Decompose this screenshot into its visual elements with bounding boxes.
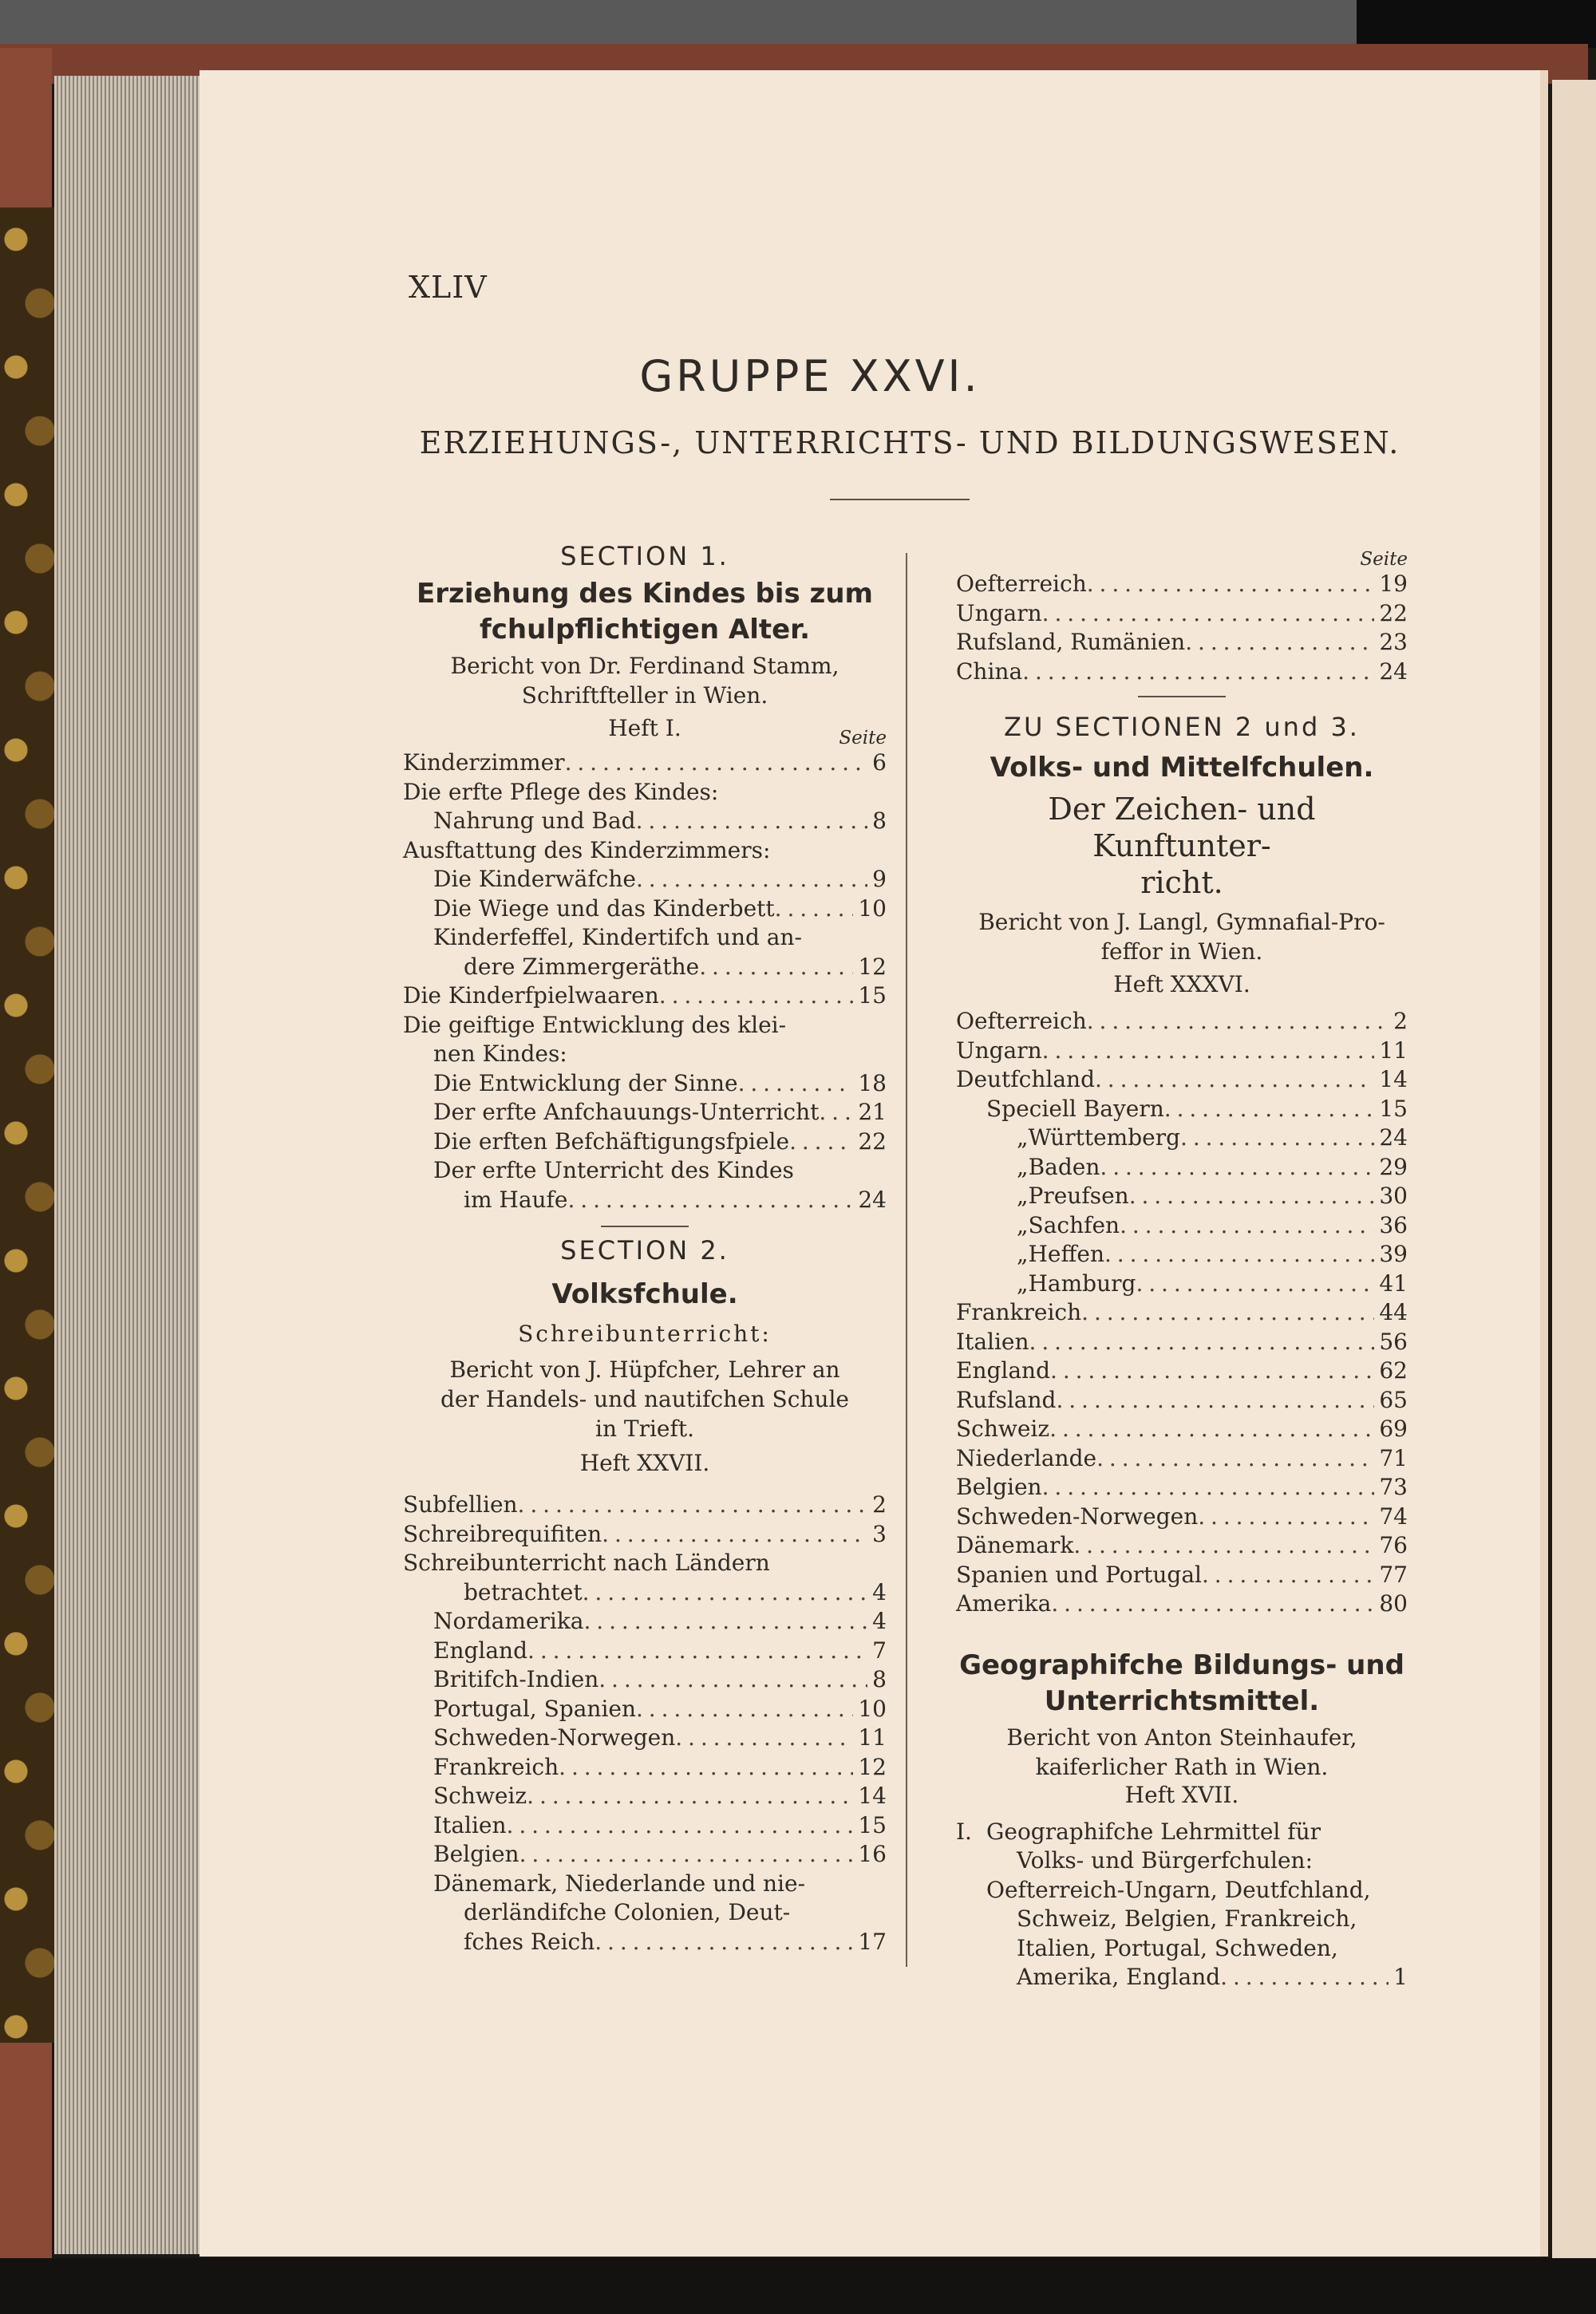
geo-item-line: Italien, Portugal, Schweden,: [1017, 1934, 1338, 1961]
entry-page: 6: [872, 749, 887, 776]
leader-dots: [1202, 1561, 1374, 1590]
left-column: [403, 541, 887, 1957]
leader-dots: [675, 1724, 853, 1753]
leader-dots: [1095, 1065, 1374, 1095]
entry-page: 22: [1379, 599, 1408, 626]
toc-list-0: [956, 570, 1408, 686]
geo-item-marker: I.: [956, 1818, 972, 1845]
toc-entry: [956, 628, 1408, 657]
toc-entry: [956, 1589, 1408, 1619]
entry-page: 74: [1379, 1503, 1408, 1530]
entry-page: 2: [1393, 1008, 1408, 1034]
leader-dots: [1096, 1444, 1374, 1474]
report1-line1: Bericht von Dr. Ferdinand Stamm,: [450, 653, 839, 679]
entry-text: Oefterreich: [956, 571, 1087, 597]
toc-entry: [956, 1182, 1408, 1211]
drawing-title-line1: Der Zeichen- und Kunftunter-: [1048, 792, 1316, 863]
toc-entry: [403, 1870, 887, 1899]
entry-page: 1: [1393, 1964, 1408, 1990]
toc-entry: [956, 599, 1408, 629]
toc-entry: [403, 894, 887, 924]
entry-text: Dänemark, Niederlande und nie-: [433, 1870, 806, 1897]
leader-dots: [636, 1695, 853, 1724]
leader-dots: [598, 1665, 867, 1695]
leader-dots: [1081, 1298, 1374, 1328]
entry-text: Der erfte Anfchauungs-Unterricht: [433, 1099, 820, 1125]
entry-text: Belgien: [433, 1841, 519, 1867]
section2-heading: SECTION 2.: [560, 1235, 729, 1266]
entry-page: 7: [872, 1637, 887, 1664]
toc-entry: [956, 1123, 1408, 1153]
leader-dots: [1049, 1415, 1374, 1444]
entry-text: Amerika, England: [1017, 1964, 1221, 1990]
entry-page: 76: [1379, 1532, 1408, 1558]
toc-entry: [403, 1637, 887, 1666]
toc-entry: [956, 1415, 1408, 1444]
toc-entry: [956, 570, 1408, 599]
entry-text: Italien: [433, 1811, 507, 1838]
entry-text: Schreibrequifiten: [403, 1520, 602, 1547]
zu-sections-heading: ZU SECTIONEN 2 und 3.: [1004, 712, 1360, 742]
toc-entry: [403, 1782, 887, 1811]
entry-text: England: [433, 1637, 528, 1664]
entry-text: China: [956, 657, 1023, 685]
toc-entry: [956, 1095, 1408, 1124]
entry-page: 2: [872, 1491, 887, 1518]
entry-page: 24: [858, 1186, 887, 1213]
entry-text: Schweiz: [433, 1783, 527, 1809]
scan-background-top-right: [1357, 0, 1596, 48]
leader-dots: [559, 1753, 853, 1783]
toc-entry: [403, 1127, 887, 1157]
geo-item-last: [956, 1963, 1408, 1992]
leader-dots: [602, 1520, 867, 1550]
toc-entry: [956, 1444, 1408, 1474]
ditto-mark: „: [1017, 1241, 1029, 1267]
entry-text: Die Kinderfpielwaaren: [403, 982, 659, 1009]
leader-dots: [567, 1186, 853, 1215]
entry-page: 12: [858, 1753, 887, 1780]
toc-entry: [403, 1607, 887, 1637]
entry-text: Der erfte Unterricht des Kindes: [433, 1157, 794, 1183]
toc-entry: [956, 1270, 1408, 1299]
heft1: Heft I.: [608, 715, 681, 741]
entry-page: 8: [872, 1666, 887, 1692]
entry-text: Kinderfeffel, Kindertifch und an-: [433, 924, 802, 950]
leader-dots: [699, 953, 853, 982]
heft1-row: [403, 710, 887, 748]
leader-dots: [775, 894, 854, 924]
report3-line1: Bericht von J. Langl, Gymnafial-Pro-: [978, 909, 1385, 935]
entry-page: 22: [858, 1127, 887, 1155]
leader-dots: [1220, 1963, 1389, 1992]
leader-dots: [518, 1491, 868, 1520]
report4-line2: kaiferlicher Rath in Wien.: [1035, 1753, 1329, 1780]
entry-page: 15: [1379, 1095, 1408, 1122]
leader-dots: [1164, 1095, 1375, 1124]
entry-page: 9: [872, 866, 887, 892]
toc-entry: [956, 1037, 1408, 1066]
leader-dots: [507, 1811, 854, 1841]
entry-text: Die erfte Pflege des Kindes:: [403, 778, 719, 805]
toc-entry: [403, 807, 887, 836]
entry-text: Baden: [1028, 1153, 1100, 1180]
entry-page: 12: [858, 953, 887, 980]
leader-dots: [1073, 1531, 1374, 1561]
marbled-endpaper: [0, 207, 56, 2043]
entry-text: Schweden-Norwegen: [956, 1503, 1199, 1530]
toc-entry: [956, 1473, 1408, 1503]
seite-label-left: Seite: [839, 728, 887, 748]
entry-text: Die erften Befchäftigungsfpiele: [433, 1127, 790, 1155]
title-rule: [830, 499, 970, 500]
leader-dots: [1051, 1589, 1374, 1619]
entry-text: Britifch-Indien: [433, 1666, 599, 1692]
leader-dots: [527, 1782, 853, 1811]
entry-page: 4: [872, 1578, 887, 1605]
page-number: XLIV: [409, 270, 488, 305]
entry-text: Württemberg: [1028, 1124, 1181, 1151]
entry-text: Schreibunterricht nach Ländern: [403, 1550, 770, 1576]
entry-text: Rufsland, Rumänien: [956, 629, 1186, 655]
entry-page: 56: [1379, 1328, 1408, 1355]
toc-entry: [403, 923, 887, 953]
entry-text: Dänemark: [956, 1532, 1074, 1558]
section1-heading: SECTION 1.: [560, 541, 729, 571]
right-column: [956, 549, 1408, 1992]
entry-page: 8: [872, 808, 887, 834]
entry-page: 16: [858, 1841, 887, 1867]
entry-page: 15: [858, 982, 887, 1009]
seite-label-right: Seite: [1360, 549, 1408, 570]
toc-entry: [956, 1298, 1408, 1328]
entry-text: Spanien und Portugal: [956, 1561, 1202, 1588]
ditto-mark: „: [1017, 1270, 1029, 1297]
toc-entry: [403, 981, 887, 1011]
toc-entry: [403, 1520, 887, 1550]
entry-page: 39: [1379, 1241, 1408, 1267]
entry-text: nen Kindes:: [433, 1041, 567, 1067]
toc-entry: [403, 778, 887, 808]
section2-sub: Schreibunterricht:: [518, 1321, 772, 1347]
toc-entry: [403, 748, 887, 778]
entry-page: 69: [1379, 1416, 1408, 1442]
heft3: Heft XXXVI.: [1113, 971, 1250, 997]
entry-page: 77: [1379, 1561, 1408, 1588]
toc-entry: [956, 1065, 1408, 1095]
toc-entry: [403, 1753, 887, 1783]
separator-rule-left: [601, 1226, 689, 1227]
leader-dots: [1180, 1123, 1374, 1153]
toc-entry: [403, 1811, 887, 1841]
report4-line1: Bericht von Anton Steinhaufer,: [1006, 1724, 1357, 1751]
heft2: Heft XXVII.: [579, 1450, 710, 1476]
leader-dots: [1185, 628, 1374, 657]
entry-text: Italien: [956, 1328, 1029, 1355]
entry-page: 44: [1379, 1299, 1408, 1325]
entry-text: Frankreich: [433, 1753, 559, 1780]
section2-title: Volksfchule.: [551, 1278, 738, 1310]
report2-line1: Bericht von J. Hüpfcher, Lehrer an: [449, 1356, 840, 1383]
geo-item-line: Geographifche Lehrmittel für: [986, 1818, 1321, 1845]
toc-entry: [956, 1356, 1408, 1386]
entry-text: Die Wiege und das Kinderbett: [433, 894, 775, 922]
toc-entry: [956, 1386, 1408, 1416]
entry-page: 11: [1379, 1037, 1408, 1064]
entry-page: 11: [858, 1724, 887, 1751]
entry-page: 30: [1379, 1183, 1408, 1209]
toc-entry: [956, 1328, 1408, 1357]
entry-text: Hamburg: [1028, 1270, 1136, 1297]
entry-text: Preufsen: [1028, 1183, 1129, 1209]
zu-sections-title: Volks- und Mittelfchulen.: [990, 752, 1374, 784]
toc-entry: [403, 1491, 887, 1520]
scan-background-bottom: [0, 2258, 1596, 2314]
entry-text: Rufsland: [956, 1386, 1057, 1413]
toc-entry: [403, 1898, 887, 1928]
geo-item-line: Oefterreich-Ungarn, Deutfchland,: [986, 1876, 1371, 1903]
group-subtitle: ERZIEHUNGS-, UNTERRICHTS- UND BILDUNGSWESEN.: [419, 425, 1400, 460]
toc-entry: [956, 1211, 1408, 1241]
entry-text: im Haufe: [464, 1186, 568, 1213]
leader-dots: [1022, 657, 1374, 687]
entry-page: 17: [858, 1928, 887, 1955]
entry-page: 10: [858, 1695, 887, 1722]
entry-page: 24: [1379, 657, 1408, 685]
report2-line2: der Handels- und nautifchen Schule: [440, 1386, 849, 1412]
entry-text: Kinderzimmer: [403, 749, 565, 776]
entry-text: dere Zimmergeräthe: [464, 953, 700, 980]
toc-entry: [403, 865, 887, 894]
leader-dots: [1136, 1270, 1374, 1299]
leader-dots: [565, 748, 868, 778]
leader-dots: [1120, 1211, 1374, 1241]
entry-text: Deutfchland: [956, 1066, 1095, 1092]
leader-dots: [583, 1578, 868, 1608]
geo-item-line: Volks- und Bürgerfchulen:: [1017, 1847, 1314, 1874]
leader-dots: [819, 1098, 853, 1127]
entry-page: 62: [1379, 1357, 1408, 1384]
toc-entry: [403, 953, 887, 982]
leader-dots: [789, 1127, 853, 1157]
toc-entry: [403, 1011, 887, 1041]
toc-entry: [403, 1695, 887, 1724]
ditto-mark: „: [1017, 1211, 1029, 1238]
section1-title-line1: Erziehung des Kindes bis zum: [417, 578, 873, 610]
separator-rule-right: [1138, 696, 1226, 697]
toc-list-1: [403, 748, 887, 1214]
section1-title-line2: fchulpflichtigen Alter.: [479, 614, 811, 646]
toc-entry: [403, 1069, 887, 1099]
toc-entry: [403, 1186, 887, 1215]
toc-entry: [956, 1007, 1408, 1037]
entry-page: 73: [1379, 1474, 1408, 1500]
toc-entry: [956, 657, 1408, 687]
entry-page: 4: [872, 1608, 887, 1634]
drawing-title-line2: richt.: [1140, 865, 1223, 900]
toc-entry: [403, 1928, 887, 1957]
leader-dots: [1104, 1240, 1374, 1270]
entry-text: Ausftattung des Kinderzimmers:: [403, 836, 771, 863]
entry-page: 80: [1379, 1590, 1408, 1617]
column-divider: [906, 553, 907, 1967]
toc-entry: [956, 1153, 1408, 1183]
leader-dots: [1100, 1153, 1374, 1183]
toc-entry: [403, 1578, 887, 1608]
toc-entry: [403, 1724, 887, 1753]
entry-page: 29: [1379, 1153, 1408, 1180]
toc-entry: [403, 836, 887, 866]
ditto-mark: „: [1017, 1153, 1029, 1180]
entry-page: 14: [1379, 1066, 1408, 1092]
entry-page: 36: [1379, 1211, 1408, 1238]
entry-text: Ungarn: [956, 599, 1042, 626]
toc-entry: [956, 1531, 1408, 1561]
leader-dots: [1042, 1473, 1375, 1503]
entry-text: Amerika: [956, 1590, 1052, 1617]
report1-line2: Schriftfteller in Wien.: [521, 682, 768, 709]
leader-dots: [636, 865, 867, 894]
entry-text: Portugal, Spanien: [433, 1695, 636, 1722]
group-title: GRUPPE XXVI.: [639, 351, 981, 401]
leader-dots: [583, 1607, 867, 1637]
leader-dots: [1056, 1386, 1374, 1416]
entry-page: 15: [858, 1811, 887, 1838]
report3-line2: feffor in Wien.: [1100, 938, 1263, 965]
entry-page: 18: [858, 1069, 887, 1096]
toc-entry: [403, 1156, 887, 1186]
entry-page: 23: [1379, 629, 1408, 655]
leader-dots: [1029, 1328, 1375, 1357]
ditto-mark: „: [1017, 1124, 1029, 1151]
leader-dots: [1042, 599, 1375, 629]
leader-dots: [1042, 1037, 1375, 1066]
entry-text: Frankreich: [956, 1299, 1082, 1325]
toc-entry: [956, 1503, 1408, 1532]
leader-dots: [1129, 1182, 1375, 1211]
entry-page: 10: [858, 894, 887, 922]
entry-text: Nordamerika: [433, 1608, 584, 1634]
geo-title-line2: Unterrichtsmittel.: [1044, 1684, 1320, 1717]
entry-text: betrachtet: [464, 1578, 583, 1605]
geo-item: [956, 1818, 1408, 1992]
entry-page: 3: [872, 1520, 887, 1547]
entry-page: 19: [1379, 571, 1408, 597]
entry-text: Die Entwicklung der Sinne: [433, 1069, 738, 1096]
toc-entry: [956, 1561, 1408, 1590]
leader-dots: [1087, 570, 1375, 599]
toc-list-2: [403, 1491, 887, 1957]
heft4: Heft XVII.: [1124, 1781, 1239, 1808]
entry-text: Belgien: [956, 1474, 1042, 1500]
toc-entry: [956, 1240, 1408, 1270]
entry-text: Heffen: [1028, 1241, 1104, 1267]
entry-page: 14: [858, 1783, 887, 1809]
entry-text: fches Reich: [464, 1928, 595, 1955]
entry-text: England: [956, 1357, 1051, 1384]
entry-text: Niederlande: [956, 1444, 1097, 1471]
toc-list-3: [956, 1007, 1408, 1619]
entry-text: Oefterreich: [956, 1008, 1087, 1034]
entry-text: Nahrung und Bad: [433, 808, 636, 834]
toc-entry: [403, 1840, 887, 1870]
leader-dots: [738, 1069, 854, 1099]
entry-text: Subfellien: [403, 1491, 518, 1518]
entry-text: Ungarn: [956, 1037, 1042, 1064]
entry-text: derländifche Colonien, Deut-: [464, 1899, 791, 1925]
entry-text: Speciell Bayern: [986, 1095, 1164, 1122]
toc-entry: [403, 1665, 887, 1695]
entry-text: Die Kinderwäfche: [433, 866, 636, 892]
entry-page: 41: [1379, 1270, 1408, 1297]
entry-text: Sachfen: [1028, 1211, 1120, 1238]
facing-page-edge: [1552, 80, 1596, 2258]
leader-dots: [1050, 1356, 1374, 1386]
ditto-mark: „: [1017, 1183, 1029, 1209]
entry-page: 65: [1379, 1386, 1408, 1413]
leader-dots: [1087, 1007, 1389, 1037]
geo-title-line1: Geographifche Bildungs- und: [959, 1649, 1404, 1681]
leader-dots: [1198, 1503, 1374, 1532]
page-edges: [54, 76, 202, 2254]
toc-entry: [403, 1549, 887, 1578]
leader-dots: [519, 1840, 854, 1870]
entry-text: Schweden-Norwegen: [433, 1724, 676, 1751]
leader-dots: [659, 981, 854, 1011]
leader-dots: [636, 807, 868, 836]
toc-entry: [403, 1040, 887, 1069]
geo-item-line: Schweiz, Belgien, Frankreich,: [1017, 1905, 1357, 1932]
entry-page: 21: [858, 1099, 887, 1125]
report2-line3: in Trieft.: [595, 1416, 694, 1442]
toc-entry: [403, 1098, 887, 1127]
entry-text: Schweiz: [956, 1416, 1050, 1442]
entry-text: Die geiftige Entwicklung des klei-: [403, 1011, 787, 1038]
leader-dots: [595, 1928, 853, 1957]
leader-dots: [527, 1637, 867, 1666]
entry-page: 71: [1379, 1444, 1408, 1471]
entry-page: 24: [1379, 1124, 1408, 1151]
